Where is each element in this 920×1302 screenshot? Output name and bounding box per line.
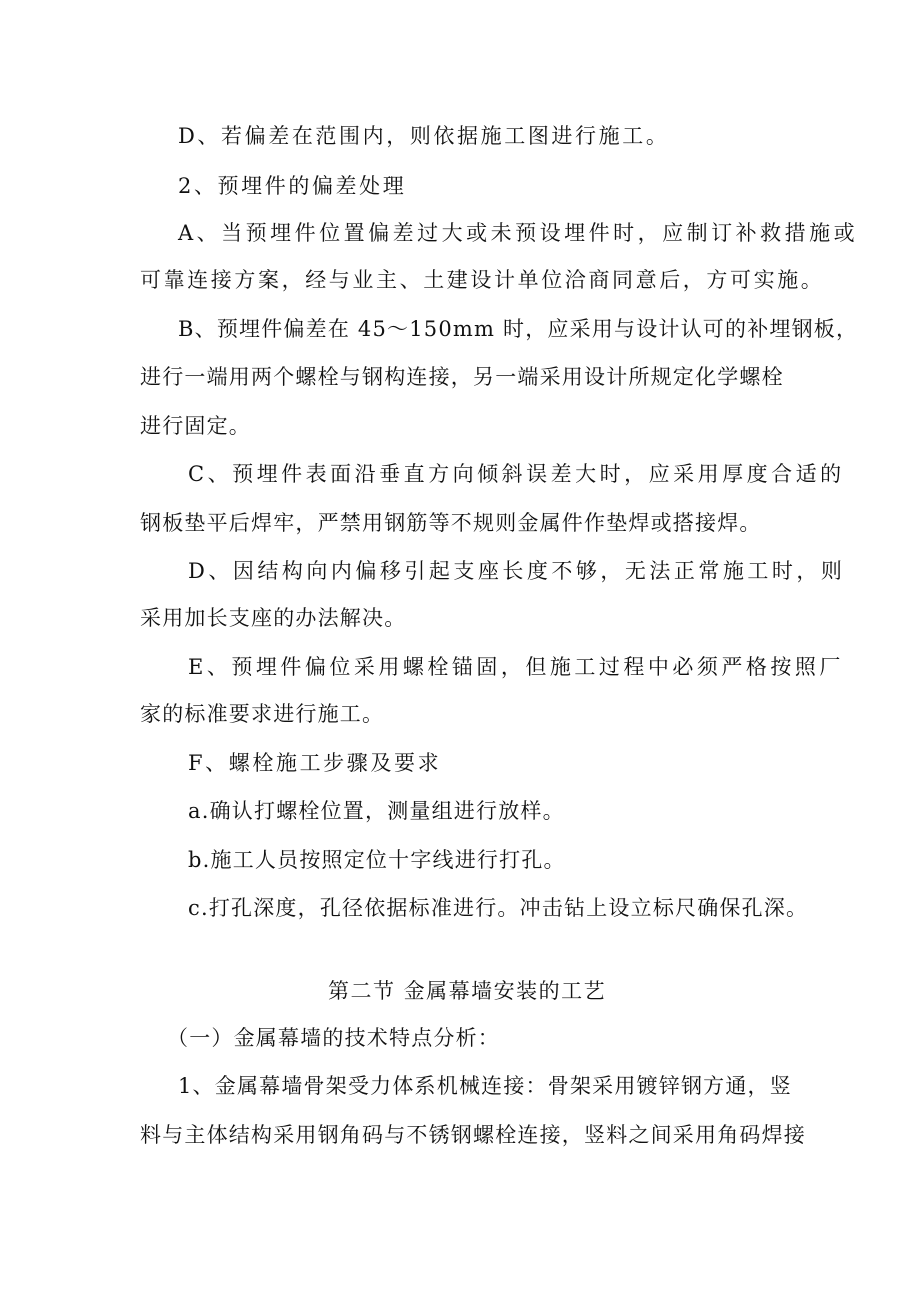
paragraph-line: B、预埋件偏差在 45～150mm 时，应采用与设计认可的补埋钢板， (178, 317, 859, 341)
paragraph-line: C、预埋件表面沿垂直方向倾斜误差大时，应采用厚度合适的 (188, 462, 845, 486)
paragraph-line: D、若偏差在范围内，则依据施工图进行施工。 (178, 124, 670, 148)
paragraph-line: 1、金属幕墙骨架受力体系机械连接：骨架采用镀锌钢方通，竖 (178, 1074, 792, 1098)
paragraph-line: 可靠连接方案，经与业主、土建设计单位洽商同意后，方可实施。 (140, 268, 825, 292)
paragraph-line: 家的标准要求进行施工。 (140, 702, 385, 726)
paragraph-line: 进行固定。 (140, 414, 251, 438)
list-item: b.施工人员按照定位十字线进行打孔。 (188, 848, 566, 872)
chapter-title: 第二节 金属幕墙安装的工艺 (328, 979, 607, 1003)
subsection-heading: （一）金属幕墙的技术特点分析： (167, 1026, 500, 1050)
paragraph-line: A、当预埋件位置偏差过大或未预设埋件时，应制订补救措施或 (178, 221, 859, 245)
paragraph-line: 钢板垫平后焊牢，严禁用钢筋等不规则金属件作垫焊或搭接焊。 (140, 511, 762, 535)
paragraph-line: 采用加长支座的办法解决。 (140, 606, 407, 630)
list-item: a.确认打螺栓位置，测量组进行放样。 (188, 799, 565, 823)
section-heading: 2、预埋件的偏差处理 (178, 174, 407, 198)
paragraph-line: E、预埋件偏位采用螺栓锚固，但施工过程中必须严格按照厂 (188, 655, 844, 679)
paragraph-line: D、因结构向内偏移引起支座长度不够，无法正常施工时，则 (188, 559, 846, 583)
paragraph-line: 进行一端用两个螺栓与钢构连接，另一端采用设计所规定化学螺栓 (140, 365, 784, 389)
paragraph-line: 料与主体结构采用钢角码与不锈钢螺栓连接，竖料之间采用角码焊接 (140, 1123, 806, 1147)
section-heading: F、螺栓施工步骤及要求 (188, 751, 442, 775)
list-item: c.打孔深度，孔径依据标准进行。冲击钻上设立标尺确保孔深。 (188, 896, 809, 920)
